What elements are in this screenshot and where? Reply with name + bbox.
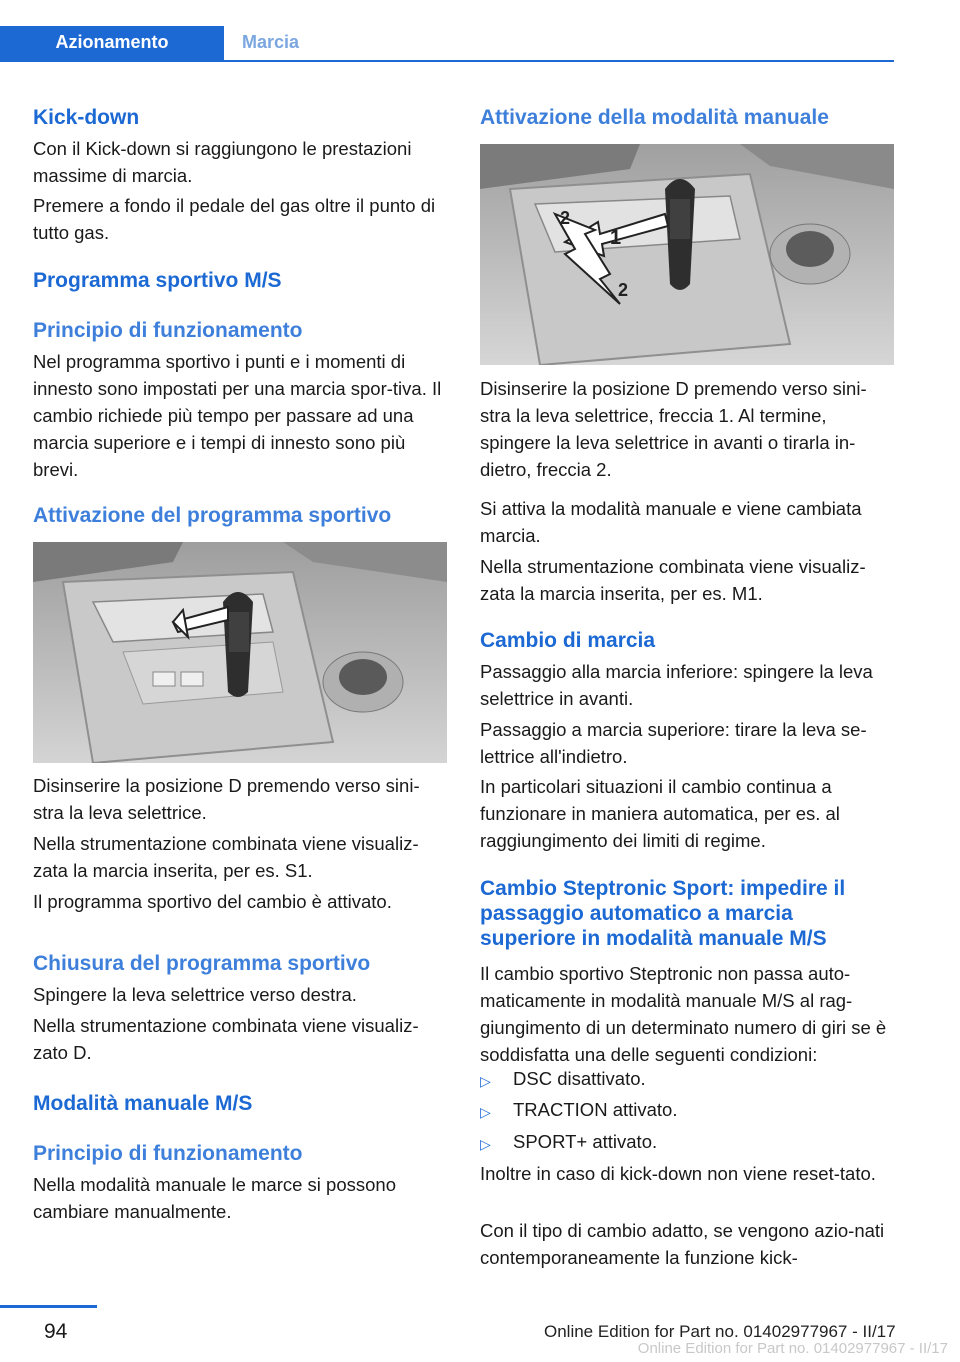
sport-activation-paragraph-2: Nella strumentazione combinata viene visualiz‐zata la marcia inserita, per es. S1.: [33, 833, 419, 881]
gear-selector-photo-manual: [480, 144, 894, 365]
kickdown-heading: Kick-down: [33, 106, 140, 129]
gear-change-paragraph-3: In particolari situazioni il cambio continua a funzionare in maniera automatica, per es. al raggiungimento dei limiti di regime.: [480, 776, 840, 851]
bullet-text-traction: TRACTION attivato.: [513, 1099, 678, 1120]
kickdown-paragraph-2: Premere a fondo il pedale del gas oltre il punto di tutto gas.: [33, 195, 436, 243]
manual-activation-paragraph-2: Si attiva la modalità manuale e viene cambiata marcia.: [480, 498, 862, 546]
tab-azionamento-label: Azionamento: [55, 32, 169, 52]
bullet-item-traction: [480, 1096, 896, 1123]
edition-note: Online Edition for Part no. 01402977967 - II/17: [544, 1322, 896, 1341]
bullet-triangle-icon: ▷: [480, 1104, 491, 1120]
steptronic-paragraph: Il cambio sportivo Steptronic non passa auto‐maticamente in modalità manuale M/S al rag‐giungimento di un determinato numero di giri se è soddisfatta una delle seguenti condizioni:: [480, 963, 887, 1065]
steptronic-heading: Cambio Steptronic Sport: impedire il passaggio automatico a marcia superiore in modalità manuale M/S: [480, 877, 846, 950]
sport-close-paragraph-1: Spingere la leva selettrice verso destra.: [33, 984, 357, 1005]
manual-principle-heading: Principio di funzionamento: [33, 1142, 303, 1165]
gear-selector-photo-sport: [33, 542, 447, 763]
sport-activation-paragraph-3: Il programma sportivo del cambio è attivato.: [33, 891, 392, 912]
sport-close-heading: Chiusura del programma sportivo: [33, 952, 371, 975]
after-bullets-paragraph-2: Con il tipo di cambio adatto, se vengono azio‐nati contemporaneamente la funzione kick-: [480, 1220, 885, 1268]
sport-activation-heading: Attivazione del programma sportivo: [33, 504, 392, 527]
bullet-text-sport: SPORT+ attivato.: [513, 1131, 658, 1152]
bullet-triangle-icon: ▷: [480, 1073, 491, 1089]
gear-change-paragraph-1: Passaggio alla marcia inferiore: spingere la leva selettrice in avanti.: [480, 661, 873, 709]
sport-principle-heading: Principio di funzionamento: [33, 319, 303, 342]
manual-principle-paragraph: Nella modalità manuale le marce si possono cambiare manualmente.: [33, 1174, 396, 1222]
sport-program-heading: Programma sportivo M/S: [33, 269, 282, 292]
tab-azionamento[interactable]: [0, 26, 224, 62]
manual-mode-heading: Modalità manuale M/S: [33, 1092, 253, 1115]
tab-marcia-label: Marcia: [242, 32, 300, 52]
after-bullets-paragraph-1: Inoltre in caso di kick-down non viene reset‐tato.: [480, 1163, 876, 1184]
gear-change-paragraph-2: Passaggio a marcia superiore: tirare la leva se‐lettrice all'indietro.: [480, 719, 867, 767]
bullet-text-dsc: DSC disattivato.: [513, 1068, 646, 1089]
page-header: [0, 0, 960, 62]
page-number: 94: [44, 1320, 68, 1343]
gear-change-heading: Cambio di marcia: [480, 629, 656, 652]
sport-close-paragraph-2: Nella strumentazione combinata viene visualiz‐zato D.: [33, 1015, 419, 1063]
tab-marcia[interactable]: [224, 26, 374, 62]
bullet-triangle-icon: ▷: [480, 1136, 491, 1152]
header-rule: [0, 60, 894, 62]
manual-activation-heading: Attivazione della modalità manuale: [480, 106, 829, 129]
bullet-item-dsc: [480, 1065, 896, 1092]
watermark: Online Edition for Part no. 01402977967 - II/17: [637, 1340, 948, 1357]
sport-principle-paragraph: Nel programma sportivo i punti e i momenti di innesto sono impostati per una marcia spor‐tiva. Il cambio richiede più tempo per passare ad una marcia superiore e i tempi di innesto sono più brevi.: [33, 351, 442, 480]
arrow-1-label: 1: [610, 227, 622, 249]
arrow-2b-label: 2: [618, 280, 629, 300]
sport-activation-paragraph-1: Disinserire la posizione D premendo verso sini‐stra la leva selettrice.: [33, 775, 420, 823]
manual-activation-paragraph-3: Nella strumentazione combinata viene visualiz‐zata la marcia inserita, per es. M1.: [480, 556, 866, 604]
arrow-2a-label: 2: [560, 208, 571, 228]
bullet-item-sport: [480, 1128, 896, 1155]
manual-activation-paragraph-1: Disinserire la posizione D premendo verso sini‐stra la leva selettrice, freccia 1. Al termine, spingere la leva selettrice in avanti o tirarla in‐dietro, freccia 2.: [480, 378, 867, 480]
footer-rule: [0, 1305, 97, 1308]
kickdown-paragraph-1: Con il Kick-down si raggiungono le prestazioni massime di marcia.: [33, 138, 412, 186]
